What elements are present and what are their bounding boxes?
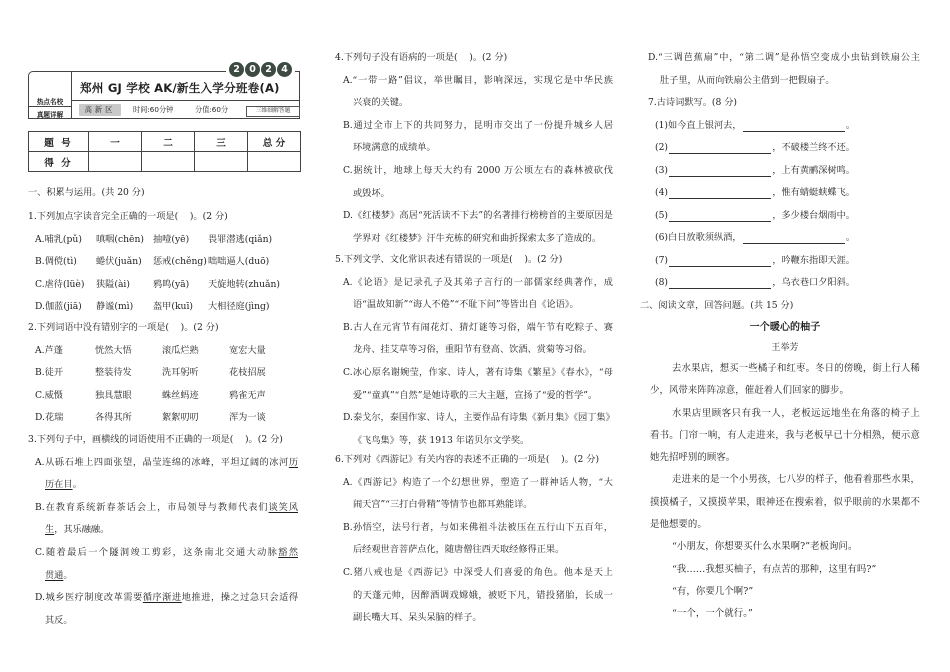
- exam-score: 分值:60分: [195, 105, 229, 114]
- poem-text: (5): [655, 209, 669, 221]
- option-a: [28, 229, 298, 252]
- right-column-questions: [640, 47, 920, 317]
- paragraph-line: 她先招呼别的顾客。: [650, 452, 736, 464]
- option-c: [28, 385, 298, 408]
- poem-item: [640, 205, 920, 228]
- table-row-label: 得 分: [29, 152, 89, 172]
- option-word: C.虐待(lüè): [35, 278, 85, 290]
- option-a-continuation: 语“温故知新”“诲人不倦”“不耻下问”等皆出自《论语》。: [353, 299, 579, 311]
- poem-item: [640, 137, 920, 160]
- table-header-cell: 题 号: [29, 132, 89, 152]
- option-word: 鸦雀无声: [229, 389, 266, 401]
- score-table-header-row: [29, 132, 301, 152]
- option-word: 嗔咽(chēn): [96, 233, 144, 245]
- option-word: 蛛丝蚂迹: [162, 389, 199, 401]
- score-cell: [195, 152, 248, 172]
- table-header-cell: 一: [89, 132, 142, 152]
- option-b-line: B.古人在元宵节有闹花灯、猜灯谜等习俗，端午节有吃粽子、赛: [343, 321, 613, 333]
- option-b-continuation: [28, 519, 298, 542]
- paragraph-line: 走进来的是一个小男孩，七八岁的样子，他看着那些水果，: [672, 474, 920, 486]
- question-stem: 4.下列句子没有语病的一项是( )。(2 分): [335, 52, 508, 63]
- answer-blank: [743, 232, 845, 244]
- option-word: D.伽蓝(jiā): [35, 301, 82, 313]
- option-c-continuation: 爱”“童真”“自然”是她诗歌的三大主题，宣扬了“爱的哲学”。: [353, 389, 598, 401]
- answer-blank: [669, 165, 771, 177]
- dialogue-line: “我……我想买柚子，有点苦的那种，这里有吗?”: [672, 563, 877, 575]
- option-word: D.花瑞: [35, 412, 64, 424]
- poem-text: (6)白日放歌须纵酒，: [655, 232, 742, 243]
- question-5: [335, 249, 613, 452]
- option-word: 畏罪潜逃(qiǎn): [208, 233, 273, 245]
- option-word: A.哺乳(pǔ): [35, 233, 82, 245]
- option-text: 。: [63, 569, 73, 581]
- header-divider: [72, 100, 300, 101]
- poem-text: (4): [655, 187, 669, 198]
- poem-item: [640, 182, 920, 205]
- poem-text: ，乌衣巷口夕阳斜。: [772, 277, 855, 288]
- option-word: 浑为一谈: [229, 412, 266, 424]
- option-a-line: A.《论语》是记录孔子及其弟子言行的一部儒家经典著作，成: [343, 276, 613, 288]
- option-c: [28, 274, 298, 297]
- paragraph-line: 看书。门帘一响，有人走进来，我与老板早已十分相熟，便示意: [650, 429, 920, 441]
- paragraph-line: 少，风带来阵阵凉意，催赶着人们回家的脚步。: [650, 385, 849, 397]
- option-word: B.徒开: [35, 367, 64, 379]
- option-b: [28, 251, 298, 274]
- question-stem: 5.下列文学、文化常识表述有错误的一项是( )。(2 分): [335, 254, 563, 265]
- poem-text: ，上有黄鹂深树鸣。: [772, 164, 855, 176]
- option-d-line: [28, 587, 298, 610]
- dialogue-line: “一个，一个就行。”: [672, 608, 753, 620]
- option-word: 花枝招展: [229, 367, 266, 379]
- poem-text: ，多少楼台烟雨中。: [772, 209, 855, 221]
- underlined-phrase: 豁然: [278, 546, 299, 558]
- answer-blank: [669, 187, 771, 199]
- paragraph-line: 是他想要的。: [650, 519, 707, 531]
- option-word: 狭隘(ài): [96, 278, 130, 290]
- dialogue-line: “小朋友，你想要买什么水果啊?”老板询问。: [672, 541, 858, 553]
- poem-item: [640, 115, 920, 138]
- year-digit: 4: [277, 62, 292, 77]
- option-d-line: D.泰戈尔，泰国作家、诗人，主要作品有诗集《新月集》《园丁集》: [343, 412, 615, 424]
- option-c-line: C.冰心原名谢婉莹，作家、诗人，著有诗集《繁星》《春水》，“母: [343, 366, 613, 378]
- option-b-continuation: 后经观世音菩萨点化，随唐僧往西天取经修得正果。: [353, 544, 565, 556]
- question-7-stem: 7.古诗词默写。(8 分): [648, 97, 738, 108]
- option-d: [28, 407, 298, 430]
- option-c-line: [28, 542, 298, 565]
- reading-passage: [650, 358, 920, 626]
- poem-text: (8): [655, 277, 669, 288]
- option-a: [28, 340, 298, 363]
- option-c-continuation: [28, 565, 298, 588]
- option-text: 地推进，操之过急只会适得: [181, 592, 299, 604]
- underlined-phrase: 历: [288, 456, 298, 468]
- option-a-line: A.《西游记》构造了一个幻想世界，塑造了一群神话人物，“大: [343, 476, 613, 488]
- score-table: [28, 131, 301, 172]
- option-b-line: [28, 497, 298, 520]
- option-word: 抽噎(yē): [153, 233, 190, 245]
- question-3: [28, 429, 298, 632]
- table-header-cell: 二: [142, 132, 195, 152]
- poem-item: [640, 227, 920, 250]
- option-text: B.在教育系统新春茶话会上，市局领导与教师代表们: [35, 501, 269, 513]
- passage-title-block: [650, 317, 920, 339]
- option-word: 滚瓜烂熟: [162, 344, 199, 356]
- question-4: [335, 47, 613, 250]
- poem-item: [640, 272, 920, 295]
- option-a-continuation: 兴衰的关键。: [353, 97, 409, 109]
- answer-blank: [669, 210, 771, 222]
- poem-text: (7): [655, 254, 669, 266]
- option-b-continuation: 龙舟、挂艾草等习俗，重阳节有登高、饮酒、赏菊等习俗。: [353, 344, 592, 356]
- option-word: 天旋地转(zhuǎn): [208, 278, 280, 290]
- option-text: A.从砾石堆上四面张望，晶莹连绵的冰峰，平坦辽阔的冰河: [35, 456, 289, 468]
- part1-section: [28, 182, 298, 205]
- option-d-continuation: 学界对《红楼梦》汗牛充栋的研究和曲折探索太多了造成的。: [353, 232, 602, 244]
- passage-author: 王举芳: [771, 343, 799, 353]
- option-word: 静谧(mì): [96, 301, 134, 313]
- option-word: 洗耳躬听: [162, 367, 199, 379]
- option-b-line: B.通过全市上下的共同努力，昆明市交出了一份提升城乡人居: [343, 119, 613, 131]
- question-stem: 1.下列加点字读音完全正确的一项是( )。(2 分): [28, 211, 228, 222]
- option-word: A.芦蓬: [35, 344, 63, 356]
- underlined-phrase: 贯通: [45, 569, 64, 581]
- option-a-line: A.“一带一路”倡议，举世瞩目，影响深远，实现它是中华民族: [343, 74, 613, 86]
- paragraph-line: 去水果店，想买一些橘子和红枣。冬日的傍晚，街上行人稀: [672, 363, 920, 374]
- option-word: 各得其所: [95, 412, 132, 424]
- year-digit: 2: [229, 62, 244, 77]
- brand-top-label: 热点名校: [36, 98, 64, 106]
- option-a-continuation: [28, 474, 298, 497]
- option-text: ，其乐融融。: [54, 524, 110, 536]
- score-cell: [248, 152, 301, 172]
- option-c-line: C.据统计，地球上每天大约有 2000 万公顷左右的森林被砍伐: [343, 164, 613, 176]
- option-word: C.威慑: [35, 389, 63, 401]
- option-a-line: [28, 452, 298, 475]
- option-word: 咄咄逼人(duō): [208, 256, 270, 268]
- option-word: 大相径庭(jìng): [208, 301, 270, 313]
- option-word: 蜷伏(juǎn): [96, 256, 142, 268]
- year-digit: 0: [245, 62, 260, 77]
- question-stem: 2.下列词语中没有错别字的一项是( )。(2 分): [28, 322, 219, 333]
- question-2: [28, 317, 298, 430]
- poem-text: (1)如今直上银河去，: [655, 119, 742, 131]
- option-b-line: B.孙悟空，法号行者，与如来佛祖斗法被压在五行山下五百年，: [343, 521, 613, 533]
- option-word: 絮絮叨叨: [162, 412, 199, 424]
- question-6: [335, 449, 613, 630]
- table-header-cell: 三: [195, 132, 248, 152]
- answer-blank: [669, 277, 771, 289]
- underlined-phrase: 循序渐进: [142, 592, 182, 604]
- option-word: B.倜傥(tì): [35, 256, 77, 268]
- section-heading: 二、阅读文章，回答问题。(共 15 分): [640, 299, 794, 311]
- score-cell: [142, 152, 195, 172]
- option-word: 整装待发: [95, 367, 132, 379]
- option-word: 惩戒(chěng): [153, 256, 207, 268]
- option-word: 鸦鸣(yā): [153, 278, 190, 290]
- option-b: [28, 362, 298, 385]
- dialogue-line: “有，你要几个啊?”: [672, 585, 754, 597]
- section-heading: 一、积累与运用。(共 20 分): [28, 187, 145, 198]
- year-digit: 2: [261, 62, 276, 77]
- underlined-phrase: 谈笑风: [268, 501, 299, 513]
- option-text: 。: [72, 479, 82, 491]
- question-6-option-d-line: D.“三调芭蕉扇”中，“第二调”是孙悟空变成小虫钻到铁扇公主: [648, 52, 920, 63]
- option-word: 独具慧眼: [95, 389, 132, 401]
- exam-time: 时间:60分钟: [133, 105, 174, 114]
- option-a-continuation: 闹天宫”“三打白骨精”等情节也都耳熟能详。: [353, 499, 533, 511]
- option-c-continuation: 副长嘴大耳、呆头呆脑的样子。: [353, 612, 482, 624]
- answer-blank: [669, 255, 771, 267]
- option-d-line: D.《红楼梦》高居“死活读不下去”的名著排行榜榜首的主要原因是: [343, 210, 613, 222]
- answer-blank: [669, 142, 771, 154]
- answer-tag: 三维细解答题: [246, 106, 300, 117]
- option-d-continuation: 《飞鸟集》等，获 1913 年诺贝尔文学奖。: [353, 434, 530, 446]
- poem-text: (2): [655, 142, 669, 153]
- option-d-continuation: 其反。: [45, 614, 73, 626]
- option-word: 恍然大悟: [95, 344, 132, 356]
- underlined-phrase: 历在目: [45, 479, 73, 491]
- poem-item: [640, 160, 920, 183]
- poem-text: ，吟鞭东指即天涯。: [772, 254, 855, 266]
- poem-item: [640, 250, 920, 273]
- region-badge: 高新区: [79, 104, 121, 116]
- option-d: [28, 296, 298, 319]
- option-word: 宽宏大量: [229, 344, 266, 356]
- question-stem: 6.下列对《西游记》有关内容的表述不正确的一项是( )。(2 分): [335, 454, 600, 465]
- option-c-continuation: 或毁坏。: [353, 187, 390, 199]
- score-table-score-row: [29, 152, 301, 172]
- table-header-cell: 总 分: [248, 132, 301, 152]
- poem-text: (3): [655, 164, 669, 176]
- question-stem: 3.下列句子中，画横线的词语使用不正确的一项是( )。(2 分): [28, 434, 283, 445]
- option-b-continuation: 环境满意的成绩单。: [353, 142, 436, 154]
- question-1: [28, 206, 298, 319]
- paragraph-line: 水果店里顾客只有我一人，老板远远地坐在角落的椅子上: [672, 407, 920, 419]
- option-word: 盔甲(kuī): [153, 301, 193, 313]
- poem-text: 。: [845, 119, 855, 131]
- underlined-phrase: 生: [45, 524, 55, 536]
- year-badge: [226, 62, 295, 77]
- passage-author-block: [650, 337, 920, 359]
- score-cell: [89, 152, 142, 172]
- option-c-continuation: 的天蓬元帅，因醉酒调戏嫦娥，被贬下凡，错投猪胎，长成一: [353, 589, 613, 601]
- option-text: C.随着最后一个隧洞竣工剪彩，这条南北交通大动脉: [35, 546, 279, 558]
- option-text: D.城乡医疗制度改革需要: [35, 592, 143, 604]
- paragraph-line: 摸摸橘子，又摸摸苹果，眼神还在搜索着，似乎眼前的水果都不: [650, 496, 920, 508]
- poem-text: ，惟有蜻蜓蛱蝶飞。: [772, 187, 855, 198]
- poem-text: 。: [845, 232, 855, 243]
- poem-text: ，不破楼兰终不还。: [772, 142, 855, 153]
- passage-title: 一个暖心的柚子: [749, 322, 821, 333]
- question-6-option-d-continuation: 肚子里，从而向铁扇公主借到一把假扇子。: [660, 74, 835, 86]
- page-title: 郑州 GJ 学校 AK/新生入学分班卷(A): [80, 81, 280, 95]
- option-c-line: C.猪八戒也是《西游记》中深受人们喜爱的角色。他本是天上: [343, 566, 613, 578]
- brand-bottom-label: 真题详解: [29, 106, 71, 119]
- answer-blank: [743, 120, 845, 132]
